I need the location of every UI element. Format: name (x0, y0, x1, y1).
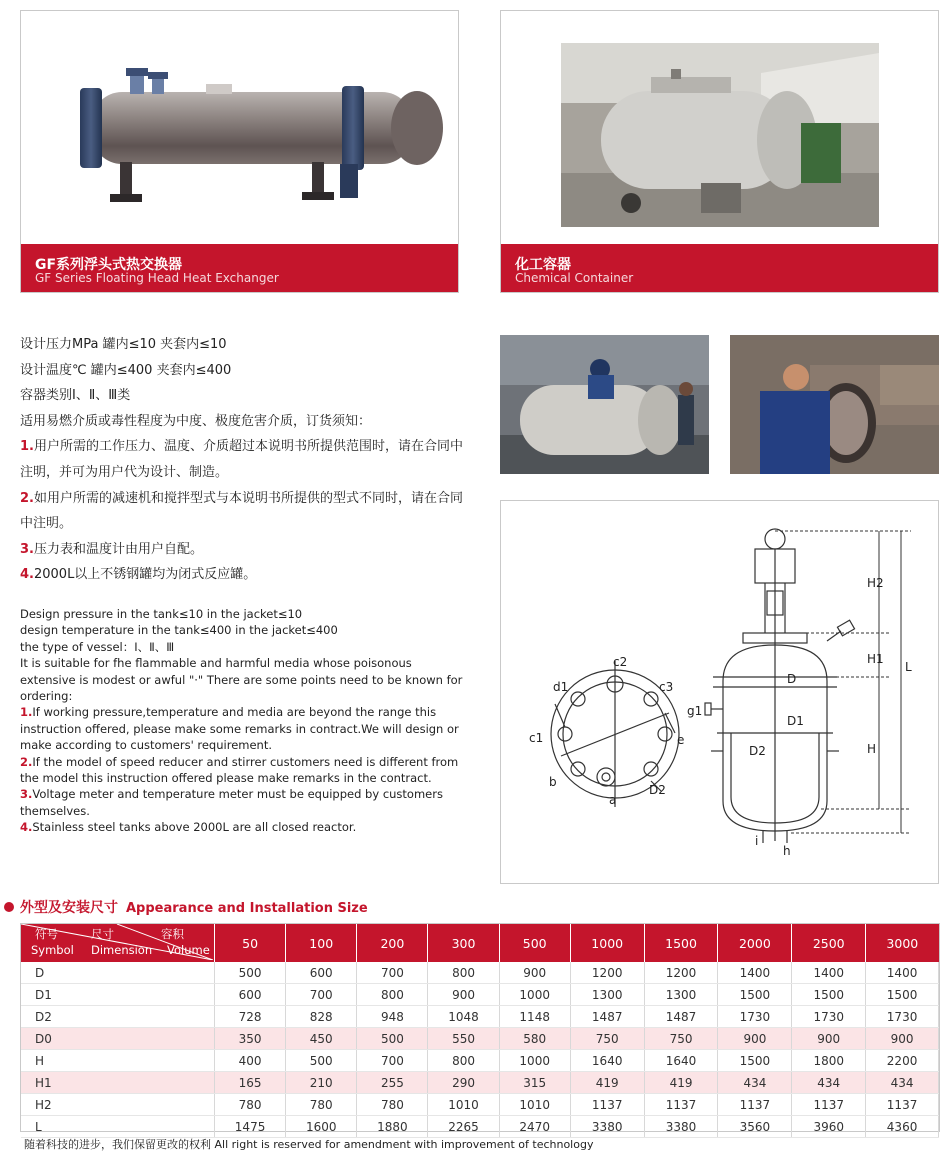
row-symbol: D1 (21, 984, 215, 1006)
label-L: L (905, 660, 912, 674)
row-symbol: L (21, 1116, 215, 1138)
hdr-dim-cn: 尺寸 (91, 927, 114, 941)
table-cell: 600 (215, 984, 286, 1006)
table-cell: 600 (286, 962, 357, 984)
table-cell: 1200 (644, 962, 718, 984)
table-cell: 419 (644, 1072, 718, 1094)
hdr-symbol-en: Symbol (31, 943, 74, 957)
table-cell: 1730 (718, 1006, 792, 1028)
label-H2: H2 (867, 576, 884, 590)
table-cell: 1487 (644, 1006, 718, 1028)
table-row (21, 1116, 939, 1138)
table-cell: 1137 (570, 1094, 644, 1116)
caption-en: GF Series Floating Head Heat Exchanger (35, 271, 279, 285)
card-caption (21, 244, 458, 292)
spec-en-line: the type of vessel：Ⅰ、Ⅱ、Ⅲ (20, 639, 175, 654)
row-symbol: D2 (21, 1006, 215, 1028)
col-header: 2500 (792, 924, 866, 962)
col-header: 300 (428, 924, 499, 962)
col-header: 1000 (570, 924, 644, 962)
table-cell: 700 (357, 962, 428, 984)
table-cell: 1730 (866, 1006, 939, 1028)
table-cell: 1137 (792, 1094, 866, 1116)
table-row (21, 984, 939, 1006)
table-cell: 434 (718, 1072, 792, 1094)
table-row (21, 1050, 939, 1072)
table-cell: 580 (499, 1028, 570, 1050)
product-card-chemical-container (500, 10, 939, 293)
table-cell: 290 (428, 1072, 499, 1094)
table-cell: 1500 (718, 1050, 792, 1072)
table-cell: 1487 (570, 1006, 644, 1028)
table-cell: 165 (215, 1072, 286, 1094)
table-cell: 900 (428, 984, 499, 1006)
table-row (21, 962, 939, 984)
table-corner-header (21, 924, 215, 962)
table-cell: 1137 (644, 1094, 718, 1116)
section-title-en: Appearance and Installation Size (126, 901, 368, 916)
table-cell: 3960 (792, 1116, 866, 1138)
table-row (21, 1006, 939, 1028)
spec-en-line: Design pressure in the tank≤10 in the jacket≤10 (20, 607, 303, 621)
footer-note: 随着科技的进步，我们保留更改的权利 All right is reserved for amendment with improvement of technology (24, 1138, 594, 1151)
table-row (21, 1094, 939, 1116)
table-cell: 728 (215, 1006, 286, 1028)
workshop-photo-exchanger (730, 335, 939, 474)
table-cell: 315 (499, 1072, 570, 1094)
table-cell: 434 (866, 1072, 939, 1094)
spec-cn-item: 4.2000L以上不锈钢罐均为闭式反应罐。 (20, 567, 257, 583)
table-cell: 1640 (570, 1050, 644, 1072)
table-cell: 1800 (792, 1050, 866, 1072)
table-cell: 700 (286, 984, 357, 1006)
caption-cn: GF系列浮头式热交换器 (35, 257, 183, 273)
row-symbol: D (21, 962, 215, 984)
caption-cn: 化工容器 (515, 257, 571, 273)
table-cell: 1475 (215, 1116, 286, 1138)
section-title (4, 897, 368, 917)
table-cell: 400 (215, 1050, 286, 1072)
row-symbol: D0 (21, 1028, 215, 1050)
specs-cn (20, 332, 470, 588)
spec-cn-item: 3.压力表和温度计由用户自配。 (20, 541, 203, 557)
row-symbol: H1 (21, 1072, 215, 1094)
spec-cn-line: 设计压力MPa 罐内≤10 夹套内≤10 (20, 337, 227, 352)
hdr-symbol-cn: 符号 (35, 927, 58, 941)
table-cell: 1400 (718, 962, 792, 984)
table-cell: 800 (428, 1050, 499, 1072)
spec-cn-line: 适用易燃介质或毒性程度为中度、极度危害介质，订货须知： (20, 413, 372, 429)
table-cell: 1000 (499, 1050, 570, 1072)
table-cell: 1500 (866, 984, 939, 1006)
col-header: 1500 (644, 924, 718, 962)
table-cell: 1137 (866, 1094, 939, 1116)
table-row (21, 1072, 939, 1094)
table-cell: 800 (357, 984, 428, 1006)
table-cell: 450 (286, 1028, 357, 1050)
table-cell: 210 (286, 1072, 357, 1094)
table-cell: 255 (357, 1072, 428, 1094)
table-cell: 1137 (718, 1094, 792, 1116)
heat-exchanger-photo (22, 12, 457, 244)
table-cell: 1500 (792, 984, 866, 1006)
table-cell: 500 (215, 962, 286, 984)
label-h: h (783, 844, 791, 858)
table-cell: 1300 (570, 984, 644, 1006)
dimension-table (20, 923, 940, 1132)
label-c1: c1 (529, 731, 544, 745)
spec-en-item: 1.If working pressure,temperature and media are beyond the range this instruction offered, please make some remarks in contract.We will design or make according to customers' requirement. (20, 705, 459, 753)
card-caption (501, 244, 938, 292)
col-header: 100 (286, 924, 357, 962)
table-cell: 1500 (718, 984, 792, 1006)
table-cell: 2200 (866, 1050, 939, 1072)
col-header: 500 (499, 924, 570, 962)
label-H1: H1 (867, 652, 884, 666)
spec-cn-item: 2.如用户所需的减速机和搅拌型式与本说明书所提供的型式不同时，请在合同中注明。 (20, 490, 463, 532)
specs-en (20, 606, 470, 836)
col-header: 3000 (866, 924, 939, 962)
table-cell: 3380 (644, 1116, 718, 1138)
label-a: a (609, 793, 617, 807)
product-card-heat-exchanger (20, 10, 459, 293)
table-cell: 948 (357, 1006, 428, 1028)
spec-cn-line: 设计温度℃ 罐内≤400 夹套内≤400 (20, 362, 232, 378)
table-row (21, 1028, 939, 1050)
table-cell: 1400 (792, 962, 866, 984)
table-cell: 2265 (428, 1116, 499, 1138)
section-title-cn: 外型及安装尺寸 (20, 900, 118, 916)
table-cell: 3560 (718, 1116, 792, 1138)
label-D2: D2 (749, 744, 766, 758)
label-e: e (677, 733, 685, 747)
col-header: 50 (215, 924, 286, 962)
table-cell: 780 (357, 1094, 428, 1116)
spec-en-item: 2.If the model of speed reducer and stirrer customers need is different from the model this instruction offered please make remarks in the contract. (20, 754, 459, 786)
col-header: 200 (357, 924, 428, 962)
table-cell: 1010 (499, 1094, 570, 1116)
table-cell: 1730 (792, 1006, 866, 1028)
table-cell: 1600 (286, 1116, 357, 1138)
table-cell: 500 (357, 1028, 428, 1050)
table-cell: 900 (718, 1028, 792, 1050)
hdr-vol-en: Volume (167, 943, 210, 957)
table-cell: 900 (792, 1028, 866, 1050)
label-g1: g1 (687, 704, 703, 718)
reactor-diagram (501, 501, 938, 883)
spec-cn-item: 1.用户所需的工作压力、温度、介质超过本说明书所提供范围时，请在合同中注明，并可为用户代为设计、制造。 (20, 439, 463, 480)
workshop-photo-tank (500, 335, 709, 474)
table-cell: 780 (215, 1094, 286, 1116)
table-cell: 750 (570, 1028, 644, 1050)
spec-en-line: It is suitable for fhe flammable and harmful media whose poisonous extensive is modest or awful "·" There are some points need to be known for ordering: (20, 656, 463, 704)
table-cell: 3380 (570, 1116, 644, 1138)
chemical-container-photo (561, 43, 879, 227)
table-cell: 1300 (644, 984, 718, 1006)
table-cell: 550 (428, 1028, 499, 1050)
caption-en: Chemical Container (515, 271, 634, 285)
hdr-dim-en: Dimension (91, 943, 153, 957)
table-cell: 350 (215, 1028, 286, 1050)
hdr-vol-cn: 容积 (161, 927, 184, 941)
table-cell: 1200 (570, 962, 644, 984)
table-cell: 419 (570, 1072, 644, 1094)
label-b: b (549, 775, 557, 789)
table-cell: 1000 (499, 984, 570, 1006)
spec-cn-line: 容器类别Ⅰ、Ⅱ、Ⅲ类 (20, 388, 131, 404)
table-cell: 750 (644, 1028, 718, 1050)
table-header-row (21, 924, 939, 962)
bullet-icon (4, 902, 14, 912)
row-symbol: H2 (21, 1094, 215, 1116)
table-cell: 1400 (866, 962, 939, 984)
table-cell: 4360 (866, 1116, 939, 1138)
label-c2: c2 (613, 655, 628, 669)
spec-en-item: 3.Voltage meter and temperature meter must be equipped by customers themselves. (20, 787, 443, 818)
label-c3: c3 (659, 680, 674, 694)
label-d1: d1 (553, 680, 569, 694)
table-cell: 1640 (644, 1050, 718, 1072)
table-cell: 1048 (428, 1006, 499, 1028)
table-cell: 500 (286, 1050, 357, 1072)
table-cell: 780 (286, 1094, 357, 1116)
label-D: D (787, 672, 797, 686)
table-cell: 1010 (428, 1094, 499, 1116)
label-d2-circle: D2 (649, 783, 666, 797)
table-cell: 828 (286, 1006, 357, 1028)
label-H: H (867, 742, 877, 756)
table-cell: 1880 (357, 1116, 428, 1138)
label-i: i (755, 834, 759, 848)
table-cell: 434 (792, 1072, 866, 1094)
table-cell: 900 (866, 1028, 939, 1050)
spec-en-line: design temperature in the tank≤400 in the jacket≤400 (20, 623, 338, 638)
table-cell: 2470 (499, 1116, 570, 1138)
spec-en-item: 4.Stainless steel tanks above 2000L are all closed reactor. (20, 820, 357, 835)
table-cell: 700 (357, 1050, 428, 1072)
col-header: 2000 (718, 924, 792, 962)
table-cell: 1148 (499, 1006, 570, 1028)
label-D1: D1 (787, 714, 804, 728)
table-cell: 800 (428, 962, 499, 984)
table-cell: 900 (499, 962, 570, 984)
reactor-diagram-card (500, 500, 939, 884)
row-symbol: H (21, 1050, 215, 1072)
